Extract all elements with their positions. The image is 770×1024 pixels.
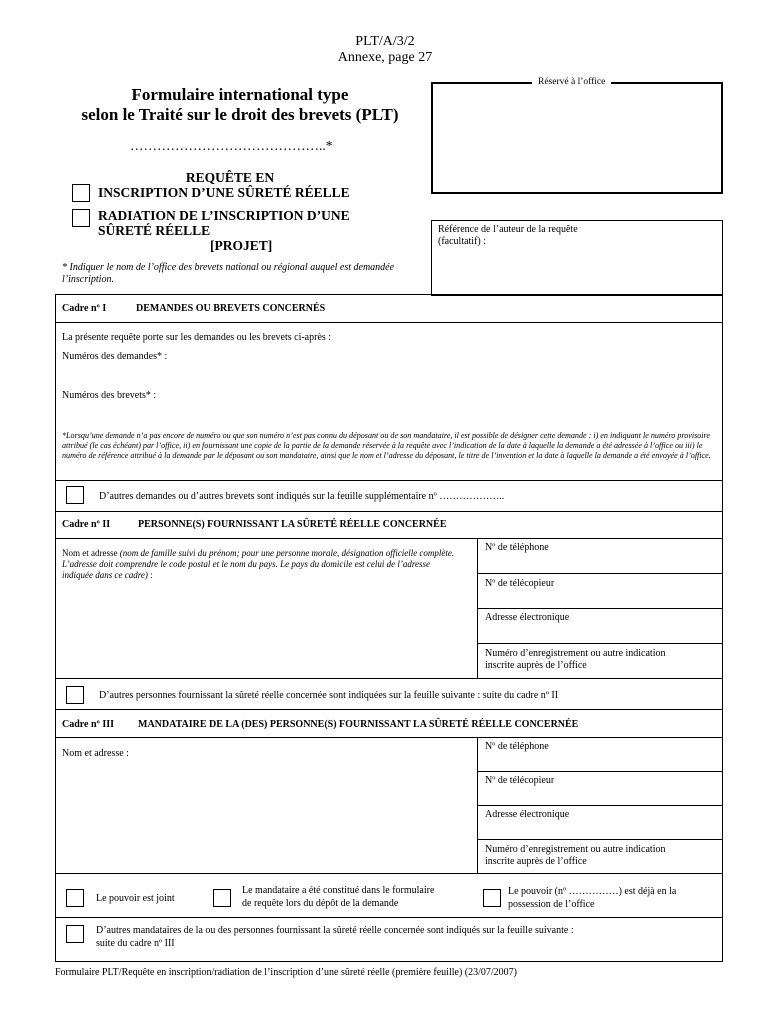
cadre2-phone-divider [477, 573, 723, 574]
annex-page: Annexe, page 27 [337, 50, 433, 65]
patents-numbers-label: Numéros des brevets* : [62, 390, 157, 401]
cadre1-number: Cadre nº I [62, 303, 107, 314]
form-title-line2: selon le Traité sur le droit des brevets (PLT) [81, 105, 399, 124]
power-attached-checkbox[interactable] [66, 889, 84, 907]
office-footnote: * Indiquer le nom de l’office des brevets national ou régional auquel est demandée l’inscription. [62, 262, 395, 285]
cadre1-intro: La présente requête porte sur les demandes ou les brevets ci-après : [62, 332, 332, 343]
cadre2-registration-label-line2: inscrite auprès de l’office [485, 660, 587, 671]
cadre2-fax-label: Nº de télécopieur [485, 578, 555, 589]
power-held-label-line1: Le pouvoir (nº ……………) est déjà en la [508, 886, 677, 897]
reserved-for-office-label: Réservé à l’office [532, 77, 611, 87]
cadre1-supplementary-label: D’autres demandes ou d’autres brevets sont indiqués sur la feuille supplémentaire nº ……………….. [99, 491, 505, 502]
cadre3-phone-divider [477, 771, 723, 772]
form-title-line1: Formulaire international type [131, 85, 349, 104]
radiation-checkbox[interactable] [72, 209, 90, 227]
option-radiation-label-line1: RADIATION DE L’INSCRIPTION D’UNE [98, 208, 350, 223]
cadre2-bottom-divider [55, 709, 723, 710]
cadre2-number: Cadre nº II [62, 519, 111, 530]
cadre3-registration-label-line2: inscrite auprès de l’office [485, 856, 587, 867]
cadre3-others-label-line2: suite du cadre nº III [96, 938, 175, 949]
cadre1-bottom-divider [55, 511, 723, 512]
reference-label-line1: Référence de l’auteur de la requête [438, 224, 578, 235]
inscription-checkbox[interactable] [72, 184, 90, 202]
cadre2-email-label: Adresse électronique [485, 612, 570, 623]
cadre3-fax-label: Nº de télécopieur [485, 775, 555, 786]
cadre2-email-divider [477, 643, 723, 644]
cadre3-others-label-line1: D’autres mandataires de la ou des personnes fournissant la sûreté réelle concernée sont indiqués sur la feuille suivante : [96, 925, 574, 936]
cadre3-header-divider [55, 737, 723, 738]
cadre2-others-label: D’autres personnes fournissant la sûreté réelle concernée sont indiquées sur la feuille suivante : suite du cadre nº II [99, 690, 559, 701]
cadre1-note: *Lorsqu’une demande n’a pas encore de numéro ou que son numéro n’est pas connu du déposant ou de son mandataire, il est possible de désigner cette demande : i) en indiquant le numéro provisoire attribué (le cas échéant) par l’office, ii) en fournissant une copie de la partie de la demande réservée à la requête avec l’indication de la date à laquelle la demande a été adressée à l’office ou iii) le numéro de référence attribué à la demande par le déposant ou son mandataire, ainsi que le nom et l’adresse du déposant, le titre de l’invention et la date à laquelle la demande a été envoyée à l’office. [62, 431, 711, 461]
cadre3-title: MANDATAIRE DE LA (DES) PERSONNE(S) FOURNISSANT LA SÛRETÉ RÉELLE CONCERNÉE [138, 719, 579, 730]
cadre2-divider [55, 678, 723, 679]
cadre3-fax-divider [477, 805, 723, 806]
document-reference: PLT/A/3/2 [355, 34, 415, 49]
mandataire-constituted-checkbox[interactable] [213, 889, 231, 907]
power-attached-label: Le pouvoir est joint [96, 893, 175, 904]
cadre1-header-divider [55, 322, 723, 323]
office-name-placeholder: ……………………………………..* [130, 138, 333, 153]
option-inscription-label: INSCRIPTION D’UNE SÛRETÉ RÉELLE [98, 185, 350, 200]
cadre3-others-checkbox[interactable] [66, 925, 84, 943]
projet-label: [PROJET] [210, 238, 273, 253]
cadre1-title: DEMANDES OU BREVETS CONCERNÉS [136, 303, 326, 314]
cadre1-divider [55, 480, 723, 481]
cadre2-others-checkbox[interactable] [66, 686, 84, 704]
cadre3-registration-label-line1: Numéro d’enregistrement ou autre indication [485, 844, 666, 855]
cadre2-registration-label-line1: Numéro d’enregistrement ou autre indication [485, 648, 666, 659]
power-held-label-line2: possession de l’office [508, 899, 595, 910]
cadre3-divider [55, 873, 723, 874]
cadre3-number: Cadre nº III [62, 719, 115, 730]
power-held-checkbox[interactable] [483, 889, 501, 907]
cadre2-name-address-label: Nom et adresse (nom de famille suivi du prénom; pour une personne morale, désignation officielle complète. L’adresse doit comprendre le code postal et le nom du pays. Le pays du domicile est celui de l’adresse indiquée dans ce cadre) : [62, 548, 455, 580]
option-radiation-label-line2: SÛRETÉ RÉELLE [98, 223, 211, 238]
reserved-for-office-box [431, 82, 723, 194]
mandataire-constituted-label-line2: de requête lors du dépôt de la demande [242, 898, 399, 909]
cadre3-email-label: Adresse électronique [485, 809, 570, 820]
cadre2-title: PERSONNE(S) FOURNISSANT LA SÛRETÉ RÉELLE CONCERNÉE [138, 519, 447, 530]
cadre3-name-address-label: Nom et adresse : [62, 748, 129, 759]
cadre2-fax-divider [477, 608, 723, 609]
cadre3-options-divider [55, 917, 723, 918]
request-heading: REQUÊTE EN [185, 170, 275, 185]
applications-numbers-label: Numéros des demandes* : [62, 351, 168, 362]
reference-label-line2: (facultatif) : [438, 236, 487, 247]
cadre1-supplementary-checkbox[interactable] [66, 486, 84, 504]
cadre3-phone-label: Nº de téléphone [485, 741, 549, 752]
form-footer: Formulaire PLT/Requête en inscription/radiation de l’inscription d’une sûreté réelle (première feuille) (23/07/2007) [55, 967, 517, 978]
cadre2-header-divider [55, 538, 723, 539]
cadre2-phone-label: Nº de téléphone [485, 542, 549, 553]
cadre3-email-divider [477, 839, 723, 840]
mandataire-constituted-label-line1: Le mandataire a été constitué dans le formulaire [242, 885, 435, 896]
